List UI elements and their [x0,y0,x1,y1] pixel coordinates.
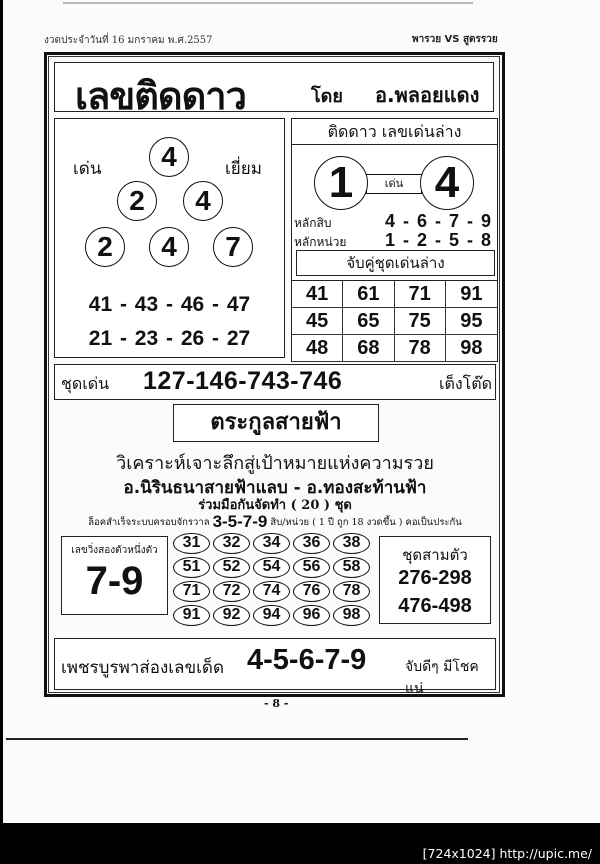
title-author: อ.พลอยแดง [375,83,480,107]
number-row-2: 21 - 23 - 26 - 27 [88,327,251,350]
phet-value: 4-5-6-7-9 [247,644,367,676]
oval-number: 98 [333,605,370,626]
set-value: 127-146-743-746 [143,367,343,395]
lead-label: เด่น [366,174,422,194]
oval-number: 91 [173,605,210,626]
page-number: - 8 - [264,697,289,710]
lock-value: 3-5-7-9 [212,512,268,531]
three-digit-value-1: 276-298 [398,567,472,589]
set-note: เต็งโต๊ด [439,374,493,393]
pairs-grid [292,280,497,362]
title-banner [54,62,494,118]
publication-name: พารวย VS สูตรรวย [412,34,498,45]
oval-number: 74 [253,581,290,602]
featured-set-bar [54,364,496,400]
oval-number: 36 [293,533,330,554]
oval-number: 71 [173,581,210,602]
units-row [292,230,497,250]
oval-number: 96 [293,605,330,626]
oval-number: 54 [253,557,290,578]
oval-number: 34 [253,533,290,554]
section-authors: อ.นิรินธนาสายฟ้าแลบ - อ.ทองสะท้านฟ้า [123,478,427,498]
oval-number: 76 [293,581,330,602]
pair-cell: 45 [292,308,343,335]
oval-number: 31 [173,533,210,554]
issue-date: งวดประจำวันที่ 16 มกราคม พ.ศ.2557 [44,35,213,46]
title-by-label: โดย [311,86,343,107]
phetburapha-bar [54,638,496,697]
units-value: 1 - 2 - 5 - 8 [384,230,491,250]
scan-edge-line [63,2,473,4]
image-host-watermark: [724x1024] http://upic.me/ [422,846,592,861]
pyramid-circle-mid-1: 2 [117,181,157,221]
page-title: เลขติดดาว [75,74,246,118]
pyramid-circle-mid-2: 4 [183,181,223,221]
oval-number: 38 [333,533,370,554]
pyramid-circle-bot-3: 7 [213,227,253,267]
label-den: เด่น [73,159,102,179]
oval-number: 52 [213,557,250,578]
lock-line [54,512,496,532]
set-label: ชุดเด่น [61,374,110,393]
pair-cell: 98 [446,335,497,362]
scan-bottom-line [6,738,468,740]
number-row-1: 41 - 43 - 46 - 47 [88,293,251,316]
pair-cell: 65 [343,308,394,335]
section-joint-note: ร่วมมือกันจัดทำ ( 20 ) ชุด [198,498,352,513]
section-title: ตระกูลสายฟ้า [173,404,379,442]
pair-cell: 61 [343,281,394,308]
oval-number: 94 [253,605,290,626]
tens-label: หลักสิบ [294,216,332,230]
running-value: 7-9 [85,559,144,603]
phet-label: เพชรบูรพาส่องเลขเด็ด [61,658,224,678]
pyramid-panel [54,118,285,358]
pair-cell: 95 [446,308,497,335]
oval-number: 58 [333,557,370,578]
oval-number-grid [173,533,373,626]
pyramid-circle-bot-1: 2 [85,227,125,267]
pairs-title: จับคู่ชุดเด่นล่าง [296,250,495,276]
oval-number: 72 [213,581,250,602]
lead-digit-2: 4 [420,156,474,210]
lead-digit-1: 1 [314,156,368,210]
running-label: เลขวิ่งสองตัวหนึ่งตัว [71,545,158,556]
oval-number: 92 [213,605,250,626]
pair-cell: 91 [446,281,497,308]
pyramid-circle-bot-2: 4 [149,227,189,267]
pyramid-circle-top: 4 [149,137,189,177]
lower-lead-title: ติดดาว เลขเด่นล่าง [292,119,497,145]
oval-number: 51 [173,557,210,578]
pair-cell: 48 [292,335,343,362]
label-yiam: เยี่ยม [225,159,262,179]
lock-suffix: สิบ/หน่วย ( 1 ปี ถูก 18 งวดขึ้น ) คอเป็นประกัน [270,517,462,528]
three-digit-box [379,536,491,624]
tens-value: 4 - 6 - 7 - 9 [384,211,491,231]
section-subtitle: วิเคราะห์เจาะลึกสู่เป้าหมายแห่งความรวย [116,453,434,474]
pair-cell: 41 [292,281,343,308]
oval-number: 56 [293,557,330,578]
tens-row [292,211,497,231]
three-digit-label: ชุดสามตัว [402,546,468,564]
three-digit-value-2: 476-498 [398,595,472,617]
lower-lead-panel [291,118,498,362]
pair-cell: 71 [395,281,446,308]
phet-note: จับดีๆ มีโชคแน่ [405,659,479,697]
running-number-box [61,536,168,615]
pair-cell: 78 [395,335,446,362]
pair-cell: 75 [395,308,446,335]
oval-number: 32 [213,533,250,554]
units-label: หลักหน่วย [294,235,347,249]
oval-number: 78 [333,581,370,602]
lock-prefix: ล็อคสำเร็จระบบครอบจักรวาล [88,517,210,528]
pair-cell: 68 [343,335,394,362]
